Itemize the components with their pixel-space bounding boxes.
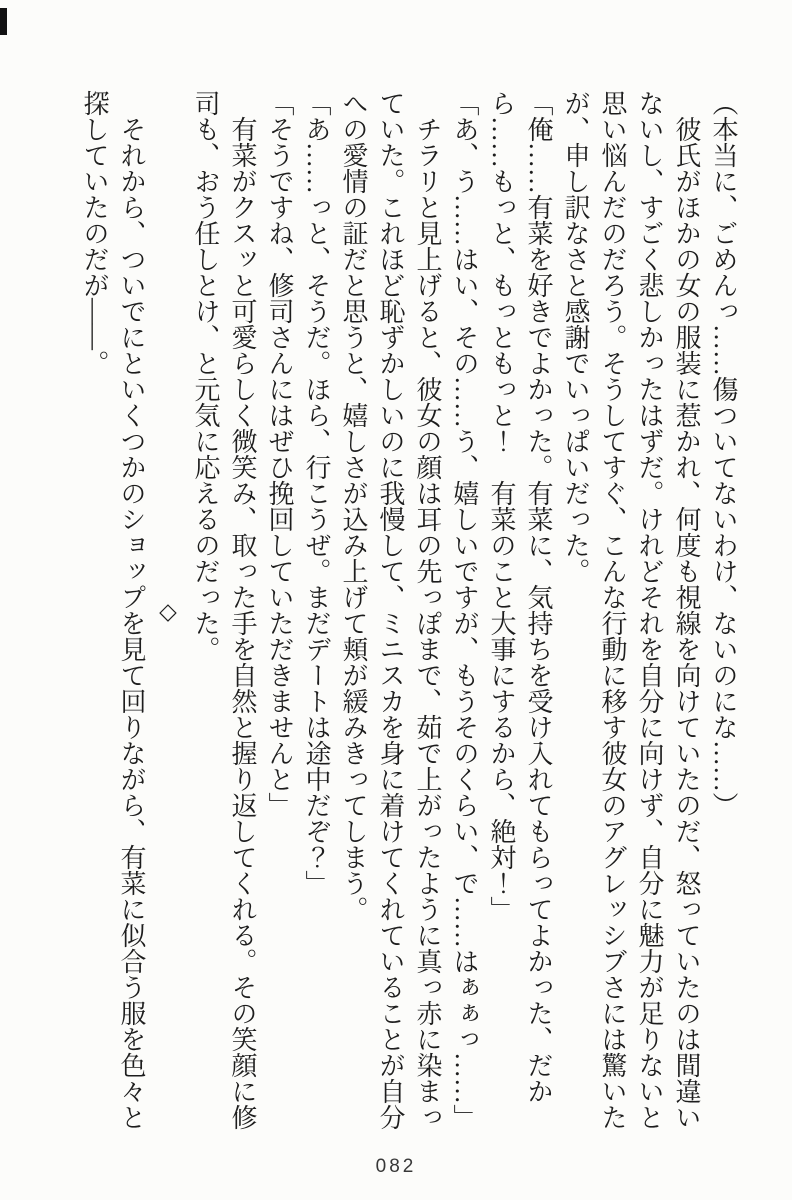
- paragraph-dialogue: 「俺……有菜を好きでよかった。有菜に、気持ちを受け入れてもらってよかった、だから……もっと、もっともっと！ 有菜のこと大事にするから、絶対！」: [487, 90, 553, 1104]
- page-number: 082: [375, 1156, 417, 1177]
- paragraph-narration: 有菜がクスッと可愛らしく微笑み、取った手を自然と握り返してくれる。その笑顔に修司も、おう任しとけ、と元気に応えるのだった。: [191, 90, 257, 1130]
- paragraph-narration: チラリと見上げると、彼女の顔は耳の先っぽまで、茹で上がったように真っ赤に染まっていた。これほど恥ずかしいのに我慢して、ミニスカを身に着けてくれていることが自分への愛情の証だと思うと、嬉しさが込み上げて頬が緩みきってしまう。: [339, 90, 442, 1130]
- paragraph-narration: 彼氏がほかの女の服装に惹かれ、何度も視線を向けていたのだ、怒っていたのは間違いないし、すごく悲しかったはずだ。けれどそれを自分に向けず、自分に魅力が足りないと思い悩んだのだろう。そうしてすぐ、こんな行動に移す彼女のアグレッシブさには驚いたが、申し訳なさと感謝でいっぱいだった。: [561, 90, 701, 1130]
- scan-artifact-mark: [0, 8, 7, 35]
- paragraph-thought: （本当に、ごめんっ……傷ついてないわけ、ないのにな……）: [709, 90, 738, 818]
- paragraph-dialogue: 「あ、う……はい、その……う、嬉しいですが、もうそのくらい、で……はぁぁっ……」: [450, 90, 479, 1130]
- paragraph-dialogue: 「そうですね、修司さんにはぜひ挽回していただきませんと」: [265, 90, 294, 818]
- vertical-text-block: [70, 90, 742, 1134]
- paragraph-narration: それから、ついでにといくつかのショップを見て回りながら、有菜に似合う服を色々と探していたのだが――。: [80, 90, 146, 1130]
- paragraph-dialogue: 「あ……っと、そうだ。ほら、行こうぜ。まだデートは途中だぞ？」: [302, 90, 331, 896]
- scene-divider-diamond: ◇: [156, 599, 181, 625]
